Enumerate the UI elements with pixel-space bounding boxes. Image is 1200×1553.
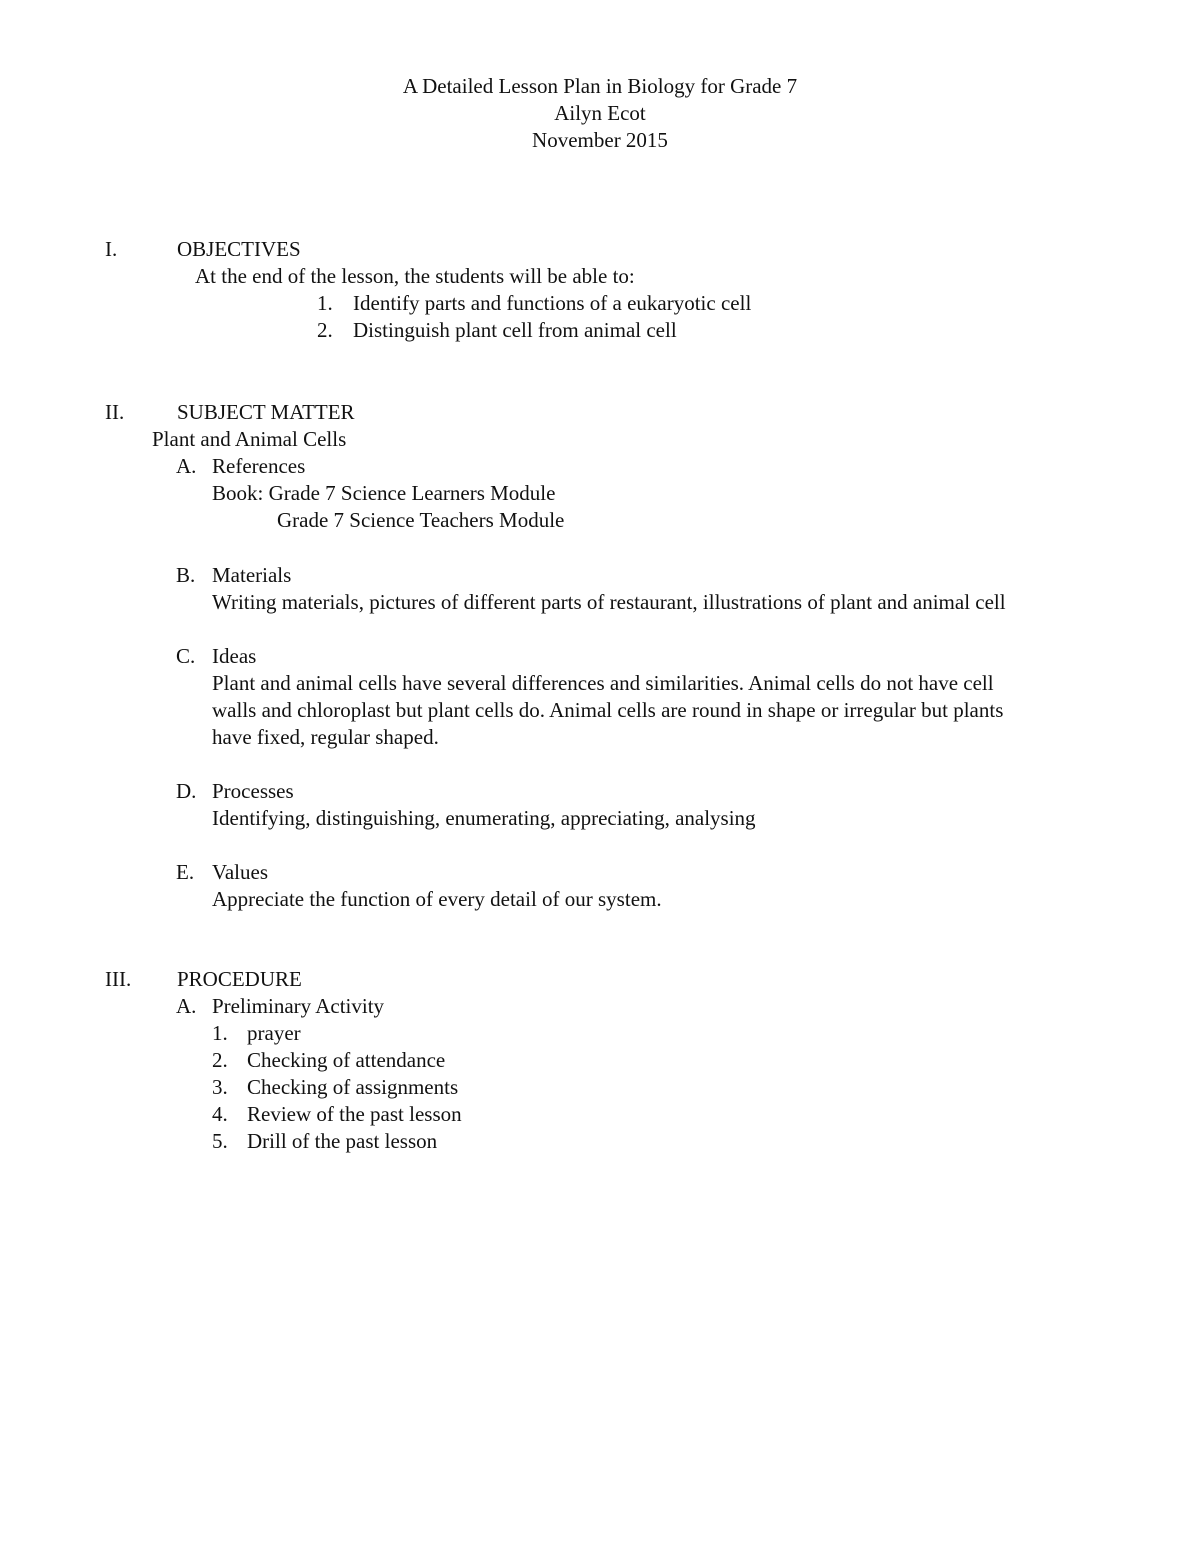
document-author: Ailyn Ecot — [554, 101, 646, 125]
document-title: A Detailed Lesson Plan in Biology for Grade 7 — [402, 74, 798, 98]
activity-number: 1. — [212, 1021, 228, 1045]
activity-number: 3. — [212, 1075, 228, 1099]
objectives-intro: At the end of the lesson, the students will be able to: — [195, 264, 635, 288]
ideas-text-line: walls and chloroplast but plant cells do. Animal cells are round in shape or irregular but plants — [212, 698, 1004, 722]
activity-item: Drill of the past lesson — [247, 1129, 438, 1153]
objective-number: 1. — [317, 291, 333, 315]
processes-text: Identifying, distinguishing, enumerating, appreciating, analysing — [212, 806, 756, 830]
processes-label: Processes — [212, 779, 294, 803]
materials-text: Writing materials, pictures of different parts of restaurant, illustrations of plant and animal cell — [212, 590, 1006, 614]
section-numeral-procedure: III. — [105, 967, 132, 991]
activity-number: 2. — [212, 1048, 228, 1072]
preliminary-label: Preliminary Activity — [212, 994, 385, 1018]
materials-label: Materials — [212, 563, 292, 587]
materials-letter: B. — [176, 563, 196, 587]
section-heading-subject-matter: SUBJECT MATTER — [177, 400, 355, 424]
activity-item: Checking of attendance — [247, 1048, 446, 1072]
references-label: References — [212, 454, 306, 478]
ideas-label: Ideas — [212, 644, 257, 668]
ideas-text-line: Plant and animal cells have several differences and similarities. Animal cells do not have cell — [212, 671, 994, 695]
section-numeral-objectives: I. — [105, 237, 118, 261]
activity-item: prayer — [247, 1021, 301, 1045]
objective-number: 2. — [317, 318, 333, 342]
preliminary-letter: A. — [176, 994, 197, 1018]
ideas-letter: C. — [176, 644, 196, 668]
activity-number: 4. — [212, 1102, 228, 1126]
activity-number: 5. — [212, 1129, 228, 1153]
subject-topic: Plant and Animal Cells — [152, 427, 347, 451]
processes-letter: D. — [176, 779, 197, 803]
section-heading-procedure: PROCEDURE — [177, 967, 302, 991]
references-letter: A. — [176, 454, 197, 478]
activity-item: Checking of assignments — [247, 1075, 459, 1099]
ideas-text-line: have fixed, regular shaped. — [212, 725, 439, 749]
objective-item: Identify parts and functions of a eukaryotic cell — [353, 291, 752, 315]
section-heading-objectives: OBJECTIVES — [177, 237, 301, 261]
activity-item: Review of the past lesson — [247, 1102, 462, 1126]
values-text: Appreciate the function of every detail of our system. — [212, 887, 662, 911]
objective-item: Distinguish plant cell from animal cell — [353, 318, 677, 342]
values-label: Values — [212, 860, 268, 884]
document-date: November 2015 — [532, 128, 668, 152]
references-book-line: Grade 7 Science Teachers Module — [277, 508, 565, 532]
references-book-line: Book: Grade 7 Science Learners Module — [212, 481, 556, 505]
values-letter: E. — [176, 860, 195, 884]
section-numeral-subject-matter: II. — [105, 400, 125, 424]
